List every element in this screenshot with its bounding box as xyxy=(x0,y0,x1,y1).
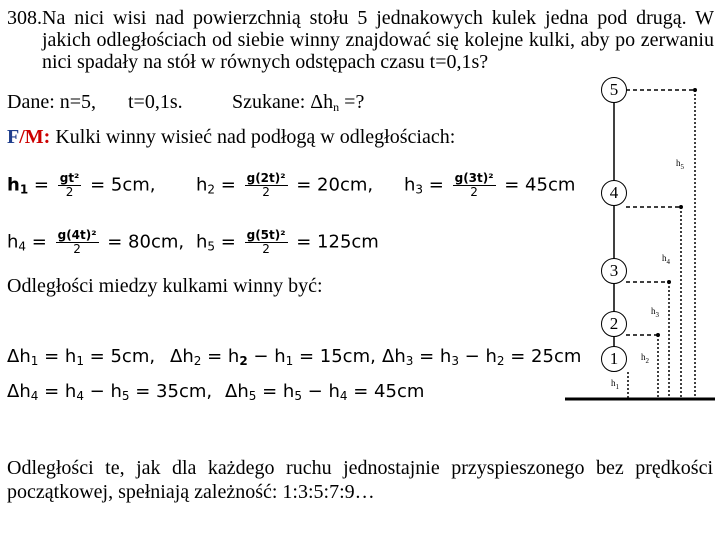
d2-sa: 2 xyxy=(239,354,248,368)
h1-lhs: h xyxy=(7,174,20,196)
d5-lhs: Δh xyxy=(225,381,249,402)
d1-sa: 1 xyxy=(76,354,84,368)
h3-dot xyxy=(667,280,671,284)
h1-eq: = xyxy=(28,174,49,196)
d5-expr-b: − h xyxy=(301,381,340,402)
label-h4-sub: 4 xyxy=(666,258,670,266)
label-h1-sub: 1 xyxy=(615,383,619,391)
h5-lhs: h xyxy=(196,231,208,253)
d1-expr-a: = h xyxy=(38,346,77,367)
d2-sub: 2 xyxy=(193,354,202,368)
conclusion-line-1: Odległości te, jak dla każdego ruchu jednostajnie przyspieszonego bez prędkości xyxy=(7,457,713,479)
ball-5: 5 xyxy=(601,77,627,103)
given-time: t=0,1s. xyxy=(128,91,183,113)
sought-tail: =? xyxy=(339,91,365,113)
problem-line-2: jakich odległościach od siebie winny znajdować się kolejne kulki, aby po zerwaniu xyxy=(42,29,714,51)
d5-expr-a: = h xyxy=(256,381,295,402)
given-label: Dane: n=5, xyxy=(7,91,97,113)
d1-sub: 1 xyxy=(30,354,39,368)
h2-dot xyxy=(656,333,660,337)
d2-sb: 1 xyxy=(285,354,294,368)
h4-eq: = xyxy=(26,231,47,253)
label-h5 xyxy=(676,158,684,171)
d3-sb: 2 xyxy=(496,354,505,368)
h2-sub: 2 xyxy=(207,182,216,197)
h5-rhs: = 125cm xyxy=(296,231,379,253)
h3-lhs: h xyxy=(404,174,416,196)
ball-3: 3 xyxy=(601,258,627,284)
h3-num: g(3t)² xyxy=(454,171,494,185)
d1-rhs: = 5cm, xyxy=(83,346,156,367)
conclusion-line-2: początkowej, spełniają zależność: 1:3:5:7:9… xyxy=(7,481,375,503)
label-h5-sub: 5 xyxy=(680,163,684,171)
fm-text: Kulki winny wisieć nad podłogą w odległościach: xyxy=(50,126,456,148)
ball-2: 2 xyxy=(601,311,627,337)
d3-sub: 3 xyxy=(405,354,414,368)
h2-lhs: h xyxy=(196,174,208,196)
label-h5-char: h xyxy=(676,158,681,168)
d4-sub: 4 xyxy=(30,389,39,403)
h5-sub: 5 xyxy=(207,239,216,254)
h2-den: 2 xyxy=(262,185,270,199)
h4-num: g(4t)² xyxy=(57,228,97,242)
d4-expr-a: = h xyxy=(38,381,77,402)
h1-den: 2 xyxy=(65,185,74,199)
label-h3 xyxy=(651,306,659,319)
h5-den: 2 xyxy=(262,242,270,256)
h4-lhs: h xyxy=(7,231,19,253)
d5-rhs: = 45cm xyxy=(347,381,425,402)
conclusion xyxy=(7,456,713,504)
label-h3-sub: 3 xyxy=(655,311,659,319)
h5-eq: = xyxy=(215,231,236,253)
sought-sub: n xyxy=(333,100,340,114)
label-h3-char: h xyxy=(651,306,656,316)
label-h2 xyxy=(641,352,649,365)
label-h2-sub: 2 xyxy=(645,357,649,365)
h1-rhs: = 5cm, xyxy=(90,174,156,196)
d4-sb: 5 xyxy=(121,389,130,403)
fm-slash: / xyxy=(19,126,25,148)
h2-eq: = xyxy=(215,174,236,196)
d1-lhs: Δh xyxy=(7,346,31,367)
d3-expr-b: − h xyxy=(458,346,497,367)
h4-rhs: = 80cm, xyxy=(107,231,185,253)
d4-lhs: Δh xyxy=(7,381,31,402)
h3-sub: 3 xyxy=(415,182,424,197)
fm-m: M: xyxy=(24,126,51,148)
d4-rhs: = 35cm, xyxy=(129,381,213,402)
d3-lhs: Δh xyxy=(382,346,406,367)
d2-expr-b: − h xyxy=(247,346,286,367)
h4-dot xyxy=(679,205,683,209)
h3-eq: = xyxy=(423,174,444,196)
sought-label: Szukane: Δh xyxy=(232,91,334,113)
label-h1-char: h xyxy=(611,378,616,388)
h1-sub: 1 xyxy=(19,182,29,197)
h5-dot xyxy=(693,88,697,92)
label-h4 xyxy=(662,253,670,266)
d5-sa: 5 xyxy=(294,389,302,403)
d3-sa: 3 xyxy=(451,354,459,368)
h3-den: 2 xyxy=(470,185,478,199)
distances-intro: Odległości miedzy kulkami winny być: xyxy=(7,275,323,297)
h4-den: 2 xyxy=(73,242,81,256)
label-h2-char: h xyxy=(641,352,646,362)
d5-sb: 4 xyxy=(339,389,348,403)
problem-line-1: Na nici wisi nad powierzchnią stołu 5 jednakowych kulek jedna pod drugą. W xyxy=(42,7,714,29)
problem-line-3: nici spadały na stół w równych odstępach czasu t=0,1s? xyxy=(42,51,489,73)
d3-rhs: = 25cm xyxy=(504,346,582,367)
ball-4: 4 xyxy=(601,180,627,206)
d5-sub: 5 xyxy=(248,389,257,403)
label-h4-char: h xyxy=(662,253,667,263)
h2-num: g(2t)² xyxy=(246,171,286,185)
d4-sa: 4 xyxy=(76,389,84,403)
problem-number: 308. xyxy=(7,7,42,29)
d2-expr-a: = h xyxy=(201,346,240,367)
h1-num: gt² xyxy=(59,171,80,185)
d3-expr-a: = h xyxy=(413,346,452,367)
h2-rhs: = 20cm, xyxy=(296,174,374,196)
h5-num: g(5t)² xyxy=(246,228,286,242)
h4-sub: 4 xyxy=(18,239,27,254)
d4-expr-b: − h xyxy=(83,381,122,402)
d2-rhs: = 15cm, xyxy=(293,346,376,367)
ball-1: 1 xyxy=(601,346,627,372)
label-h1 xyxy=(611,378,619,391)
h3-rhs: = 45cm xyxy=(504,174,576,196)
fm-f: F xyxy=(7,126,20,148)
d2-lhs: Δh xyxy=(170,346,194,367)
